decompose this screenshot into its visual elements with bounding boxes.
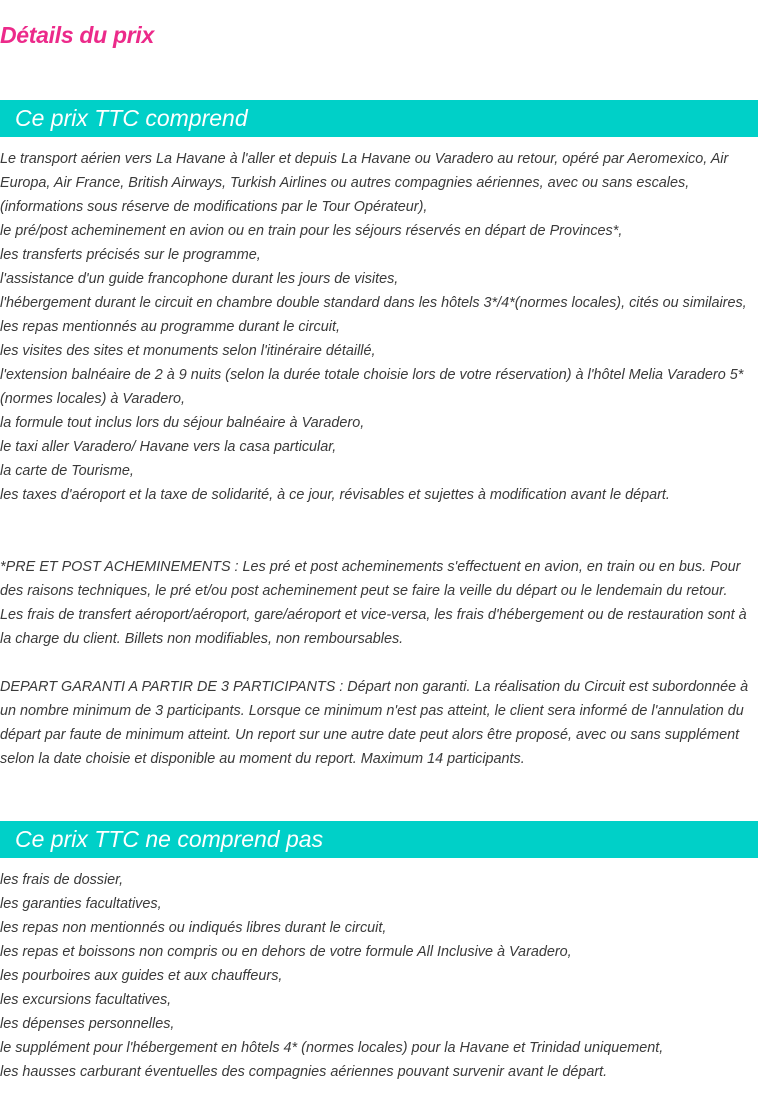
depart-garanti-note-text: DEPART GARANTI A PARTIR DE 3 PARTICIPANTS : Départ non garanti. La réalisation du Circuit est subordonnée à un nombre minimum de 3 participants. Lorsque ce minimum n'est pas atteint, le client sera informé de l'annulation du départ par faute de minimum atteint. Un report sur une autre date peut alors être proposé, avec ou sans supplément selon la date choisie et disponible au moment du report. Maximum 14 participants. xyxy=(0,679,749,767)
list-item: les transferts précisés sur le programme, xyxy=(0,247,261,263)
list-item: la carte de Tourisme, xyxy=(0,463,134,479)
list-item: les dépenses personnelles, xyxy=(0,1016,175,1032)
list-item: les visites des sites et monuments selon l'itinéraire détaillé, xyxy=(0,343,376,359)
list-item: le supplément pour l'hébergement en hôtels 4* (normes locales) pour la Havane et Trinidad uniquement, xyxy=(0,1040,664,1056)
depart-garanti-note xyxy=(0,675,750,771)
list-item: le taxi aller Varadero/ Havane vers la casa particular, xyxy=(0,439,337,455)
list-item: le pré/post acheminement en avion ou en train pour les séjours réservés en départ de Provinces*, xyxy=(0,223,623,239)
list-item: l'extension balnéaire de 2 à 9 nuits (selon la durée totale choisie lors de votre réservation) à l'hôtel Melia Varadero 5* (normes locales) à Varadero, xyxy=(0,367,744,407)
pre-post-note-text: *PRE ET POST ACHEMINEMENTS : Les pré et post acheminements s'effectuent en avion, en train ou en bus. Pour des raisons techniques, le pré et/ou post acheminement peut se faire la veille du départ ou le lendemain du retour. Les frais de transfert aéroport/aéroport, gare/aéroport et vice-versa, les frais d'hébergement ou de restauration sont à la charge du client. Billets non modifiables, non remboursables. xyxy=(0,559,747,647)
list-item: l'assistance d'un guide francophone durant les jours de visites, xyxy=(0,271,399,287)
page-title: Détails du prix xyxy=(0,22,154,48)
list-item: Le transport aérien vers La Havane à l'aller et depuis La Havane ou Varadero au retour, opéré par Aeromexico, Air Europa, Air France, British Airways, Turkish Airlines ou autres compagnies aériennes, avec ou sans escales, (informations sous réserve de modifications par le Tour Opérateur), xyxy=(0,151,729,215)
includes-heading: Ce prix TTC comprend xyxy=(0,100,758,137)
list-item: l'hébergement durant le circuit en chambre double standard dans les hôtels 3*/4*(normes locales), cités ou similaires, xyxy=(0,295,747,311)
excludes-heading: Ce prix TTC ne comprend pas xyxy=(0,821,758,858)
list-item: les repas mentionnés au programme durant le circuit, xyxy=(0,319,340,335)
list-item: les taxes d'aéroport et la taxe de solidarité, à ce jour, révisables et sujettes à modification avant le départ. xyxy=(0,487,670,503)
list-item: les excursions facultatives, xyxy=(0,992,172,1008)
includes-list xyxy=(0,147,750,507)
list-item: les frais de dossier, xyxy=(0,872,124,888)
excludes-list xyxy=(0,868,750,1084)
list-item: les hausses carburant éventuelles des compagnies aériennes pouvant survenir avant le départ. xyxy=(0,1064,608,1080)
list-item: les garanties facultatives, xyxy=(0,896,162,912)
list-item: les repas non mentionnés ou indiqués libres durant le circuit, xyxy=(0,920,387,936)
list-item: les pourboires aux guides et aux chauffeurs, xyxy=(0,968,283,984)
pre-post-note xyxy=(0,555,750,651)
list-item: la formule tout inclus lors du séjour balnéaire à Varadero, xyxy=(0,415,365,431)
list-item: les repas et boissons non compris ou en dehors de votre formule All Inclusive à Varadero, xyxy=(0,944,572,960)
